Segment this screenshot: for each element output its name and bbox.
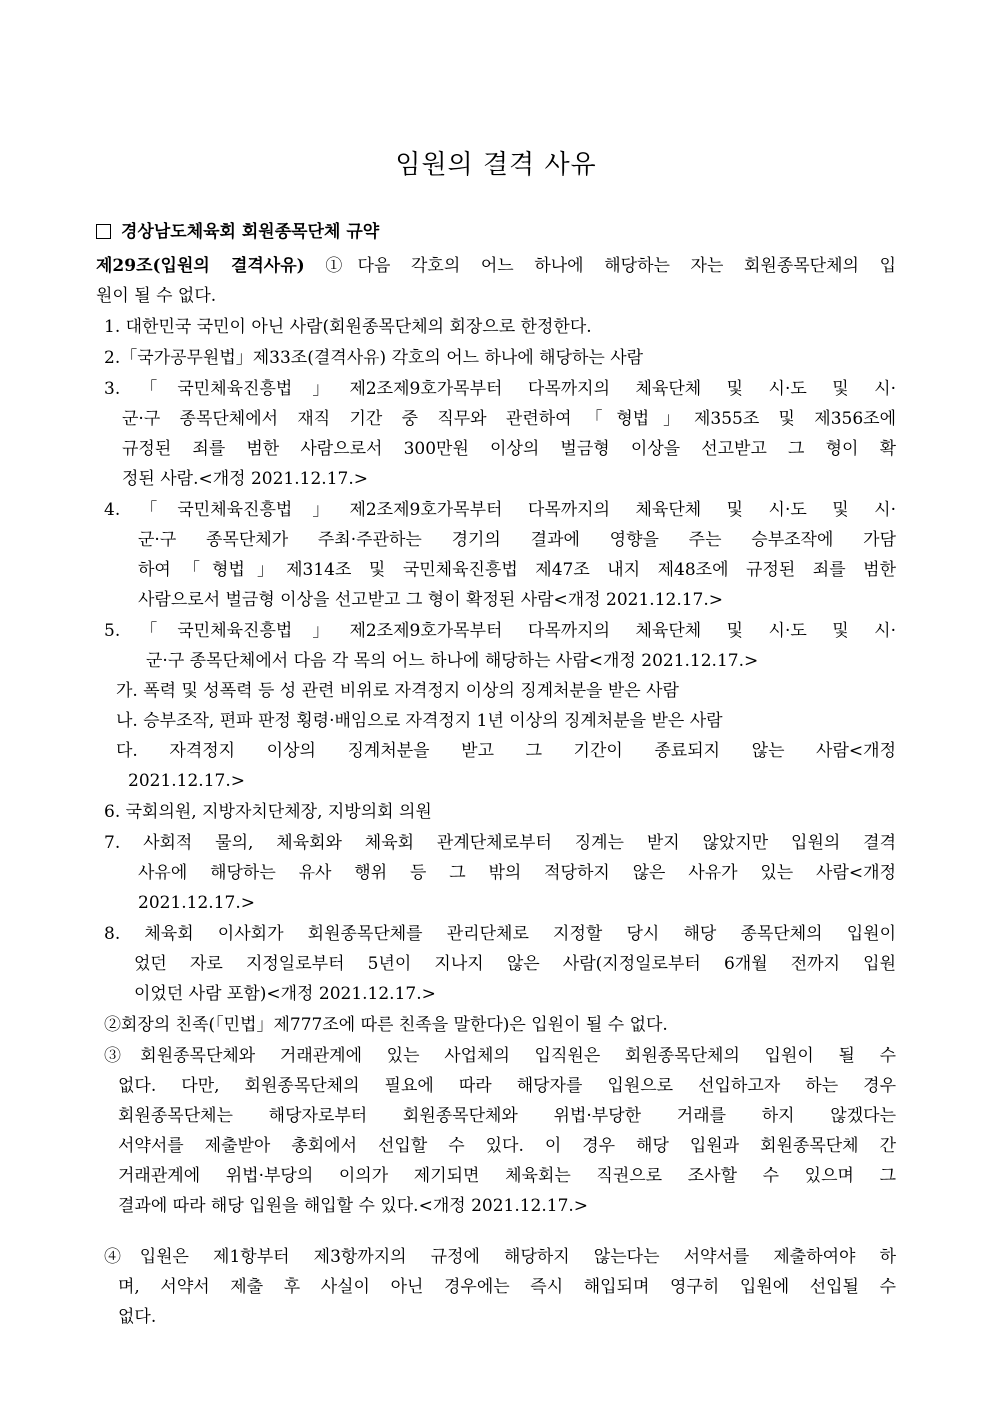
paragraph-line: 거래관계에 위법·부당의 이의가 제기되면 체육회는 직권으로 조사할 수 있으며 그 <box>118 1166 896 1186</box>
sub-item-line: 나. 승부조작, 편파 판정 횡령·배임으로 자격정지 1년 이상의 징계처분을 받은 사람 <box>116 711 723 731</box>
article-number: 제29조(입원의 결격사유) <box>96 256 305 276</box>
list-item-line: 4.「국민체육진흥법」제2조제9호가목부터 다목까지의 체육단체 및 시·도 및 시· <box>104 500 896 520</box>
list-item-line: 었던 자로 지정일로부터 5년이 지나지 않은 사람(지정일로부터 6개월 전까지 입원 <box>134 954 896 974</box>
document-title: 임원의 결격 사유 <box>395 150 597 180</box>
list-item-line: 하여「형법」제314조 및 국민체육진흥법 제47조 내지 제48조에 규정된 죄를 범한 <box>138 560 896 580</box>
paragraph-line: ④입원은 제1항부터 제3항까지의 규정에 해당하지 않는다는 서약서를 제출하여야 하 <box>104 1247 896 1267</box>
paragraph-line: 없다. 다만, 회원종목단체의 필요에 따라 해당자를 입원으로 선입하고자 하는 경우 <box>118 1076 896 1096</box>
list-item-line: 2021.12.17.> <box>138 893 255 913</box>
list-item-line: 8. 체육회 이사회가 회원종목단체를 관리단체로 지정할 당시 해당 종목단체의 입원이 <box>104 924 896 944</box>
list-item-line: 6. 국회의원, 지방자치단체장, 지방의회 의원 <box>104 802 432 822</box>
article-paragraph-1-line-2: 원이 될 수 없다. <box>96 286 217 306</box>
section-heading-text: 경상남도체육회 회원종목단체 규약 <box>121 222 380 242</box>
article-paragraph-1-line-1: ①다음 각호의 어느 하나에 해당하는 자는 회원종목단체의 입 <box>325 256 896 276</box>
list-item-line: 규정된 죄를 범한 사람으로서 300만원 이상의 벌금형 이상을 선고받고 그 형이 확 <box>122 439 896 459</box>
article-first-line <box>96 251 896 281</box>
list-item-line: 3.「국민체육진흥법」제2조제9호가목부터 다목까지의 체육단체 및 시·도 및 시· <box>104 379 896 399</box>
list-item-line: 사람으로서 벌금형 이상을 선고받고 그 형이 확정된 사람<개정 2021.12.17.> <box>138 590 724 610</box>
paragraph-line: 결과에 따라 해당 입원을 해입할 수 있다.<개정 2021.12.17.> <box>118 1196 589 1216</box>
list-item-line: 5.「국민체육진흥법」제2조제9호가목부터 다목까지의 체육단체 및 시·도 및 시· <box>104 621 896 641</box>
list-item-line: 사유에 해당하는 유사 행위 등 그 밖의 적당하지 않은 사유가 있는 사람<개정 <box>138 863 896 883</box>
list-item-line: 군·구 종목단체가 주최·주관하는 경기의 결과에 영향을 주는 승부조작에 가담 <box>138 530 896 550</box>
list-item-line: 이었던 사람 포함)<개정 2021.12.17.> <box>134 984 436 1004</box>
list-item-line: 군·구 종목단체에서 재직 기간 중 직무와 관련하여「형법」제355조 및 제356조에 <box>122 409 896 429</box>
list-item-line: 7. 사회적 물의, 체육회와 체육회 관계단체로부터 징계는 받지 않았지만 입원의 결격 <box>104 833 896 853</box>
sub-item-line: 다. 자격정지 이상의 징계처분을 받고 그 기간이 종료되지 않는 사람<개정 <box>116 741 896 761</box>
checkbox-square-icon <box>96 224 111 239</box>
list-item-line: 2.「국가공무원법」제33조(결격사유) 각호의 어느 하나에 해당하는 사람 <box>104 348 644 368</box>
paragraph-line: 없다. <box>118 1307 157 1327</box>
list-item-line: 군·구 종목단체에서 다음 각 목의 어느 하나에 해당하는 사람<개정 2021.12.17.> <box>146 651 759 671</box>
sub-item-line: 가. 폭력 및 성폭력 등 성 관련 비위로 자격정지 이상의 징계처분을 받은 사람 <box>116 681 679 701</box>
sub-item-line: 2021.12.17.> <box>128 771 245 791</box>
section-heading <box>96 217 379 247</box>
list-item-line: 1. 대한민국 국민이 아닌 사람(회원종목단체의 회장으로 한정한다. <box>104 317 592 337</box>
list-item-line: 정된 사람.<개정 2021.12.17.> <box>122 469 368 489</box>
paragraph-line: 며, 서약서 제출 후 사실이 아닌 경우에는 즉시 해입되며 영구히 입원에 선입될 수 <box>118 1277 896 1297</box>
paragraph-line: 회원종목단체는 해당자로부터 회원종목단체와 위법·부당한 거래를 하지 않겠다는 <box>118 1106 896 1126</box>
paragraph-line: ②회장의 친족(「민법」제777조에 따른 친족을 말한다)은 입원이 될 수 없다. <box>104 1015 668 1035</box>
paragraph-line: ③회원종목단체와 거래관계에 있는 사업체의 입직원은 회원종목단체의 입원이 될 수 <box>104 1046 896 1066</box>
paragraph-line: 서약서를 제출받아 총회에서 선입할 수 있다. 이 경우 해당 입원과 회원종목단체 간 <box>118 1136 896 1156</box>
